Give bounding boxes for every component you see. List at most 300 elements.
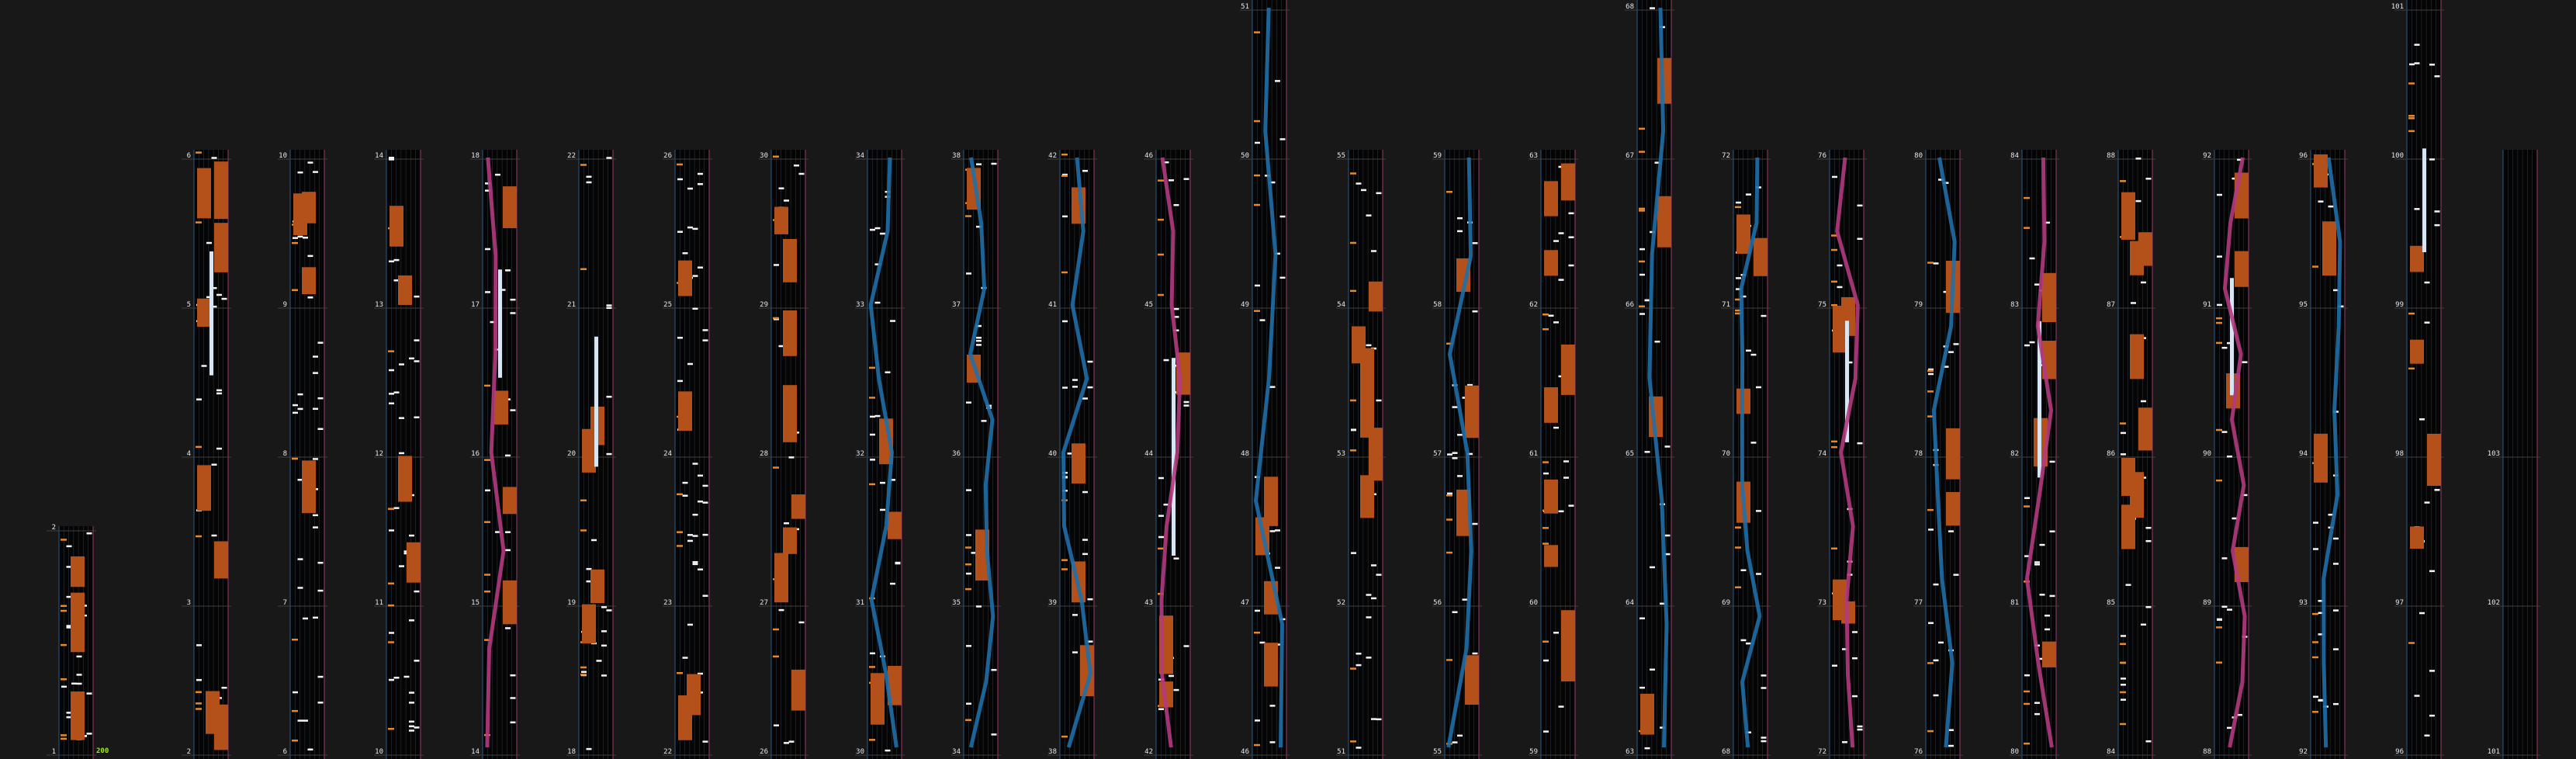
tap-note bbox=[1746, 350, 1751, 352]
scratch-note bbox=[196, 446, 202, 449]
scratch-note bbox=[1831, 441, 1837, 443]
scratch-note bbox=[773, 156, 779, 158]
measure-number: 16 bbox=[471, 450, 480, 458]
hold-note bbox=[1360, 348, 1374, 395]
scratch-note bbox=[2408, 82, 2415, 85]
tap-note bbox=[698, 266, 703, 269]
tap-note bbox=[2024, 674, 2030, 677]
tap-note bbox=[1928, 373, 1934, 376]
scratch-note bbox=[1927, 509, 1934, 511]
tap-note bbox=[1062, 386, 1068, 389]
measure-number: 4 bbox=[186, 450, 191, 458]
measure-number: 9 bbox=[282, 301, 287, 309]
tap-note bbox=[313, 355, 318, 358]
tap-note bbox=[1356, 747, 1362, 749]
tap-note bbox=[2333, 703, 2339, 705]
scratch-note bbox=[1350, 242, 1356, 244]
tap-note bbox=[2034, 283, 2040, 286]
tap-note bbox=[389, 261, 394, 263]
hold-note bbox=[2121, 192, 2135, 220]
tap-note bbox=[2034, 713, 2040, 716]
hold-note bbox=[1561, 610, 1575, 659]
tap-note bbox=[1569, 213, 1574, 215]
tap-note bbox=[1457, 434, 1463, 436]
scratch-note bbox=[2408, 368, 2415, 370]
tap-note bbox=[2217, 619, 2222, 621]
scratch-note bbox=[292, 740, 298, 742]
tap-note bbox=[779, 187, 784, 189]
tap-note bbox=[414, 360, 420, 362]
tap-note bbox=[1457, 217, 1463, 220]
tap-note bbox=[414, 726, 420, 729]
measure-number: 88 bbox=[2107, 152, 2115, 160]
measure-number: 92 bbox=[2299, 748, 2308, 756]
tap-note bbox=[313, 458, 318, 460]
tap-note bbox=[1948, 745, 1954, 747]
tap-note bbox=[1082, 553, 1088, 556]
tap-note bbox=[966, 645, 971, 647]
tap-note bbox=[1569, 265, 1574, 267]
tap-note bbox=[677, 337, 683, 339]
scratch-note bbox=[1158, 219, 1164, 221]
tap-note bbox=[698, 183, 703, 185]
tap-note bbox=[399, 363, 404, 366]
tap-note bbox=[1655, 341, 1660, 343]
scratch-note bbox=[773, 629, 779, 631]
tap-note bbox=[587, 182, 592, 184]
tap-note bbox=[870, 653, 875, 655]
measure-number: 11 bbox=[375, 599, 383, 607]
tap-note bbox=[870, 459, 875, 461]
tap-note bbox=[2425, 321, 2430, 324]
hold-note bbox=[214, 171, 228, 219]
scratch-note bbox=[292, 242, 298, 244]
tap-note bbox=[1082, 539, 1088, 541]
measure-number: 72 bbox=[1722, 152, 1730, 160]
chart-column bbox=[2394, 0, 2444, 759]
tap-note bbox=[1543, 473, 1549, 475]
tap-note bbox=[677, 178, 683, 181]
tap-note bbox=[2141, 282, 2146, 284]
scratch-note bbox=[1542, 328, 1549, 331]
hold-note bbox=[1264, 643, 1278, 686]
tap-note bbox=[511, 722, 516, 724]
hold-note bbox=[494, 390, 508, 424]
measure-number: 19 bbox=[567, 599, 576, 607]
hold-note bbox=[1544, 545, 1558, 567]
tap-note bbox=[2415, 43, 2420, 46]
hold-note bbox=[1360, 475, 1374, 518]
measure-number: 45 bbox=[1144, 301, 1153, 309]
tap-note bbox=[414, 296, 420, 298]
tap-note bbox=[1184, 645, 1189, 647]
hold-note bbox=[503, 581, 517, 624]
tap-note bbox=[1639, 687, 1645, 689]
scratch-note bbox=[1735, 546, 1741, 549]
hold-note bbox=[1465, 386, 1479, 438]
tap-note bbox=[1174, 689, 1179, 691]
measure-number: 25 bbox=[663, 301, 672, 309]
tap-note bbox=[703, 594, 708, 597]
hold-note bbox=[71, 593, 85, 625]
scratch-note bbox=[869, 483, 875, 486]
tap-note bbox=[196, 679, 202, 681]
hold-note bbox=[590, 570, 604, 603]
tap-note bbox=[1756, 510, 1761, 512]
tap-note bbox=[1371, 718, 1376, 720]
tap-note bbox=[698, 569, 703, 571]
measure-number: 6 bbox=[282, 748, 287, 756]
measure-number: 17 bbox=[471, 301, 480, 309]
hold-note bbox=[2410, 340, 2424, 364]
lane-layer bbox=[47, 0, 2540, 759]
tap-note bbox=[1164, 359, 1169, 362]
tap-note bbox=[693, 535, 698, 537]
tap-note bbox=[511, 674, 516, 677]
tap-note bbox=[1452, 452, 1458, 454]
hold-note bbox=[1833, 580, 1847, 620]
tap-note bbox=[505, 531, 511, 533]
tap-note bbox=[779, 609, 784, 612]
tap-note bbox=[2040, 594, 2045, 596]
hold-note bbox=[2042, 273, 2056, 322]
hold-note bbox=[1544, 387, 1558, 423]
hold-note bbox=[791, 494, 805, 519]
tap-note bbox=[1473, 242, 1478, 244]
tap-note bbox=[1158, 477, 1164, 480]
tap-note bbox=[389, 679, 394, 681]
scratch-note bbox=[388, 728, 394, 730]
lane-background bbox=[675, 150, 709, 759]
tap-note bbox=[890, 320, 895, 322]
tap-note bbox=[1371, 250, 1376, 252]
scratch-note bbox=[1542, 527, 1549, 529]
tap-note bbox=[409, 691, 414, 694]
hold-note bbox=[302, 267, 316, 294]
tap-note bbox=[404, 676, 410, 678]
tap-note bbox=[2222, 557, 2228, 560]
scratch-note bbox=[1254, 632, 1260, 634]
measure-number: 79 bbox=[1914, 301, 1923, 309]
tap-note bbox=[2222, 431, 2228, 433]
scratch-note bbox=[773, 317, 779, 320]
scratch-note bbox=[1639, 151, 1645, 153]
tap-note bbox=[2419, 612, 2425, 615]
tap-note bbox=[206, 242, 212, 244]
scratch-note bbox=[677, 531, 683, 533]
scratch-note bbox=[484, 591, 490, 593]
measure-number: 96 bbox=[2299, 152, 2308, 160]
measure-number: 53 bbox=[1337, 450, 1345, 458]
scratch-note bbox=[196, 535, 202, 538]
scratch-note bbox=[2024, 703, 2030, 705]
hold-note bbox=[1072, 443, 1085, 483]
tap-note bbox=[196, 398, 202, 400]
tap-note bbox=[2040, 544, 2045, 546]
hold-note bbox=[1360, 405, 1374, 438]
tap-note bbox=[409, 730, 414, 732]
tap-note bbox=[394, 507, 400, 509]
measure-number: 75 bbox=[1818, 301, 1826, 309]
hold-note bbox=[71, 556, 85, 587]
scratch-note bbox=[292, 289, 298, 292]
measure-number: 86 bbox=[2107, 450, 2115, 458]
scratch-note bbox=[484, 574, 490, 576]
tap-note bbox=[687, 540, 693, 542]
scratch-note bbox=[196, 708, 202, 710]
measure-number: 46 bbox=[1241, 748, 1249, 756]
tap-note bbox=[687, 624, 693, 626]
tap-note bbox=[2217, 255, 2222, 258]
scratch-note bbox=[773, 466, 779, 469]
measure-number: 91 bbox=[2203, 301, 2211, 309]
tap-note bbox=[1371, 598, 1376, 600]
scratch-note bbox=[1350, 740, 1356, 743]
measure-number: 14 bbox=[375, 152, 383, 160]
scratch-note bbox=[196, 691, 202, 694]
tap-note bbox=[591, 539, 597, 542]
long-note bbox=[2230, 278, 2234, 395]
scratch-note bbox=[965, 215, 971, 217]
tap-note bbox=[2429, 64, 2435, 66]
tap-note bbox=[2136, 158, 2141, 160]
tap-note bbox=[318, 341, 324, 344]
scratch-note bbox=[2024, 691, 2030, 693]
measure-number: 99 bbox=[2395, 301, 2404, 309]
tap-note bbox=[2126, 584, 2131, 586]
measure-number: 50 bbox=[1241, 152, 1249, 160]
measure-number: 72 bbox=[1818, 748, 1826, 756]
measure-number: 92 bbox=[2203, 152, 2211, 160]
hold-note bbox=[390, 206, 403, 247]
measure-number: 78 bbox=[1914, 450, 1923, 458]
tap-note bbox=[303, 719, 308, 722]
measure-number: 40 bbox=[1048, 450, 1057, 458]
hold-note bbox=[1657, 196, 1671, 248]
tap-note bbox=[1559, 232, 1564, 234]
tap-note bbox=[1184, 401, 1189, 404]
measure-number: 7 bbox=[282, 599, 287, 607]
tap-note bbox=[1366, 616, 1372, 619]
measure-number: 68 bbox=[1626, 3, 1634, 11]
tap-note bbox=[409, 358, 414, 360]
hold-note bbox=[678, 391, 692, 431]
tap-note bbox=[2141, 624, 2146, 626]
tap-note bbox=[2333, 609, 2339, 612]
tap-note bbox=[1934, 695, 1939, 697]
tap-note bbox=[1473, 523, 1478, 525]
tap-note bbox=[693, 275, 698, 277]
tap-note bbox=[1463, 598, 1468, 601]
hold-note bbox=[1754, 238, 1768, 276]
tap-note bbox=[1553, 632, 1559, 634]
measure-number: 84 bbox=[2107, 748, 2115, 756]
tap-note bbox=[1280, 138, 1286, 140]
tap-note bbox=[414, 339, 420, 341]
hold-note bbox=[888, 511, 902, 539]
hold-note bbox=[1369, 450, 1383, 476]
hold-note bbox=[2314, 154, 2328, 188]
tap-note bbox=[875, 227, 881, 230]
scratch-note bbox=[292, 458, 298, 460]
tap-note bbox=[409, 726, 414, 728]
hold-note bbox=[1465, 655, 1479, 705]
scratch-note bbox=[388, 641, 394, 643]
tap-note bbox=[1639, 313, 1645, 315]
tap-note bbox=[784, 522, 789, 525]
measure-number: 94 bbox=[2299, 450, 2308, 458]
scratch-note bbox=[484, 385, 490, 387]
tap-note bbox=[2429, 158, 2435, 161]
measure-number: 59 bbox=[1433, 152, 1442, 160]
tap-note bbox=[1158, 515, 1164, 517]
tap-note bbox=[1543, 660, 1549, 662]
tap-note bbox=[1549, 315, 1554, 317]
tap-note bbox=[389, 403, 394, 405]
hold-note bbox=[774, 553, 788, 603]
tap-note bbox=[880, 482, 885, 484]
tap-note bbox=[1751, 442, 1757, 444]
scratch-note bbox=[61, 738, 67, 740]
tap-note bbox=[1275, 567, 1280, 569]
tap-note bbox=[1255, 285, 1260, 287]
scratch-note bbox=[1639, 261, 1645, 263]
hold-note bbox=[1561, 164, 1575, 201]
tap-note bbox=[2034, 561, 2040, 563]
scratch-note bbox=[1639, 210, 1645, 212]
hold-note bbox=[302, 460, 316, 513]
tap-note bbox=[222, 298, 227, 300]
tap-note bbox=[1088, 386, 1093, 389]
tap-note bbox=[505, 627, 511, 629]
long-note bbox=[2422, 148, 2426, 252]
tap-note bbox=[2313, 548, 2318, 550]
hold-note bbox=[1946, 492, 1960, 525]
measure-number: 51 bbox=[1337, 748, 1345, 756]
tap-note bbox=[298, 172, 303, 174]
tap-note bbox=[212, 535, 217, 537]
tap-note bbox=[2409, 64, 2415, 66]
scratch-note bbox=[1158, 179, 1164, 182]
tap-note bbox=[1376, 574, 1382, 576]
tap-note bbox=[1832, 176, 1837, 178]
tap-note bbox=[1351, 429, 1356, 431]
measure-number: 83 bbox=[2010, 301, 2019, 309]
scratch-note bbox=[388, 350, 394, 352]
measure-number: 10 bbox=[375, 748, 383, 756]
scratch-note bbox=[869, 666, 875, 668]
scratch-note bbox=[869, 739, 875, 741]
measure-number: 18 bbox=[567, 748, 576, 756]
tap-note bbox=[1270, 741, 1276, 743]
tap-note bbox=[2217, 194, 2222, 196]
hold-note bbox=[791, 670, 805, 711]
tap-note bbox=[703, 740, 708, 743]
measure-number: 30 bbox=[856, 748, 864, 756]
scratch-note bbox=[1254, 175, 1260, 177]
measure-number: 35 bbox=[952, 599, 961, 607]
tap-note bbox=[976, 337, 982, 339]
tap-note bbox=[318, 562, 324, 564]
measure-number: 97 bbox=[2395, 599, 2404, 607]
tap-note bbox=[885, 371, 891, 373]
tap-note bbox=[1158, 708, 1164, 710]
scratch-note bbox=[677, 164, 683, 166]
measure-number: 73 bbox=[1818, 599, 1826, 607]
tap-note bbox=[308, 255, 313, 258]
tap-note bbox=[1452, 612, 1458, 614]
scratch-note bbox=[1927, 662, 1934, 664]
tap-note bbox=[992, 733, 997, 736]
tap-note bbox=[409, 619, 414, 622]
tap-note bbox=[511, 697, 516, 699]
hold-note bbox=[2138, 232, 2152, 265]
tap-note bbox=[870, 434, 875, 436]
measure-number: 6 bbox=[186, 152, 191, 160]
scratch-note bbox=[1350, 667, 1356, 670]
scratch-note bbox=[1446, 659, 1452, 661]
tap-note bbox=[414, 416, 420, 418]
long-note bbox=[498, 269, 502, 378]
tap-note bbox=[1559, 511, 1564, 513]
tap-note bbox=[1553, 321, 1559, 324]
measure-number: 56 bbox=[1433, 599, 1442, 607]
tap-note bbox=[1280, 216, 1286, 218]
tap-note bbox=[1260, 319, 1265, 321]
scratch-note bbox=[2312, 657, 2318, 659]
tap-note bbox=[687, 227, 693, 229]
measure-number: 77 bbox=[1914, 599, 1923, 607]
tap-note bbox=[2121, 678, 2126, 680]
tap-note bbox=[1928, 622, 1934, 625]
tap-note bbox=[976, 340, 982, 342]
scratch-note bbox=[2408, 642, 2415, 644]
hold-note bbox=[71, 623, 85, 652]
measure-number: 3 bbox=[186, 599, 191, 607]
tap-note bbox=[1761, 736, 1767, 739]
scratch-note bbox=[580, 667, 587, 669]
scratch-note bbox=[2312, 265, 2318, 268]
tap-note bbox=[607, 453, 612, 456]
tap-note bbox=[298, 558, 303, 560]
tap-note bbox=[1858, 726, 1863, 728]
measure-number: 33 bbox=[856, 301, 864, 309]
hold-note bbox=[871, 673, 885, 724]
tap-note bbox=[1746, 193, 1751, 196]
tap-note bbox=[511, 299, 516, 301]
scratch-note bbox=[61, 678, 67, 681]
tap-note bbox=[698, 475, 703, 477]
scratch-note bbox=[1446, 552, 1452, 554]
tap-note bbox=[1457, 230, 1463, 233]
measure-number: 31 bbox=[856, 599, 864, 607]
tap-note bbox=[1473, 310, 1478, 313]
measure-number: 47 bbox=[1241, 599, 1249, 607]
scratch-note bbox=[1735, 206, 1741, 209]
measure-number: 88 bbox=[2203, 748, 2211, 756]
tap-note bbox=[1062, 216, 1068, 218]
scratch-note bbox=[677, 545, 683, 547]
tap-note bbox=[774, 724, 779, 726]
measure-number: 2 bbox=[51, 524, 56, 532]
measure-number: 12 bbox=[375, 450, 383, 458]
tap-note bbox=[2419, 418, 2425, 421]
tap-note bbox=[1356, 182, 1362, 185]
hold-note bbox=[214, 223, 228, 272]
tap-note bbox=[1934, 262, 1939, 265]
scratch-note bbox=[580, 529, 587, 532]
measure-number: 65 bbox=[1626, 450, 1634, 458]
